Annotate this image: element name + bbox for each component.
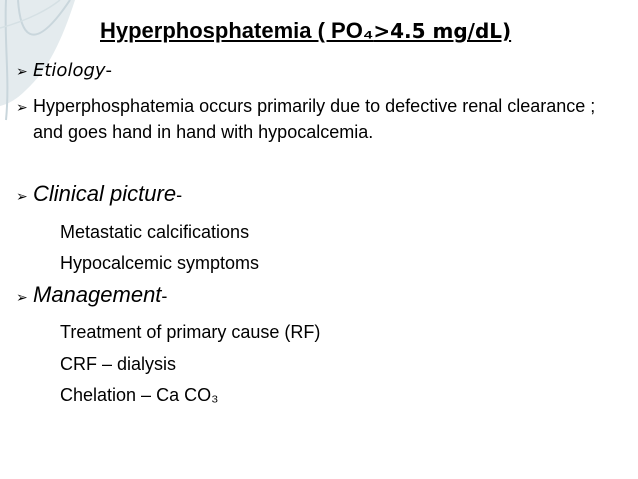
clinical-item: Metastatic calcifications: [60, 222, 250, 242]
arrow-bullet-icon: ➢: [16, 64, 28, 80]
etiology-suffix: -: [105, 60, 113, 81]
management-item: Treatment of primary cause (RF): [60, 322, 321, 342]
management-item: CRF – dialysis: [60, 354, 177, 374]
etiology-paragraph: Hyperphosphatemia occurs primarily due to defective renal clearance ; and goes hand in hand with hypocalcemia.: [33, 96, 596, 142]
title-main: Hyperphosphatemia ( PO₄: [100, 18, 374, 43]
clinical-suffix: -: [176, 185, 183, 205]
management-suffix: -: [161, 286, 168, 306]
clinical-label: Clinical picture: [33, 181, 177, 206]
arrow-bullet-icon: ➢: [16, 189, 28, 205]
bullet-etiology-text: [16, 93, 613, 145]
bullet-clinical-picture: [16, 181, 182, 207]
etiology-label: Etiology: [33, 60, 106, 81]
clinical-item: Hypocalcemic symptoms: [60, 253, 260, 273]
bullet-management: [16, 282, 167, 308]
arrow-bullet-icon: ➢: [16, 100, 28, 116]
bullet-etiology: [16, 60, 112, 81]
management-item: Chelation – Ca CO₃: [60, 385, 219, 405]
management-label: Management: [33, 282, 162, 307]
slide-title: [100, 18, 511, 44]
title-condition: >4.5 mg/dL): [373, 19, 512, 43]
arrow-bullet-icon: ➢: [16, 290, 28, 306]
corner-swoosh-fill: [0, 0, 75, 106]
